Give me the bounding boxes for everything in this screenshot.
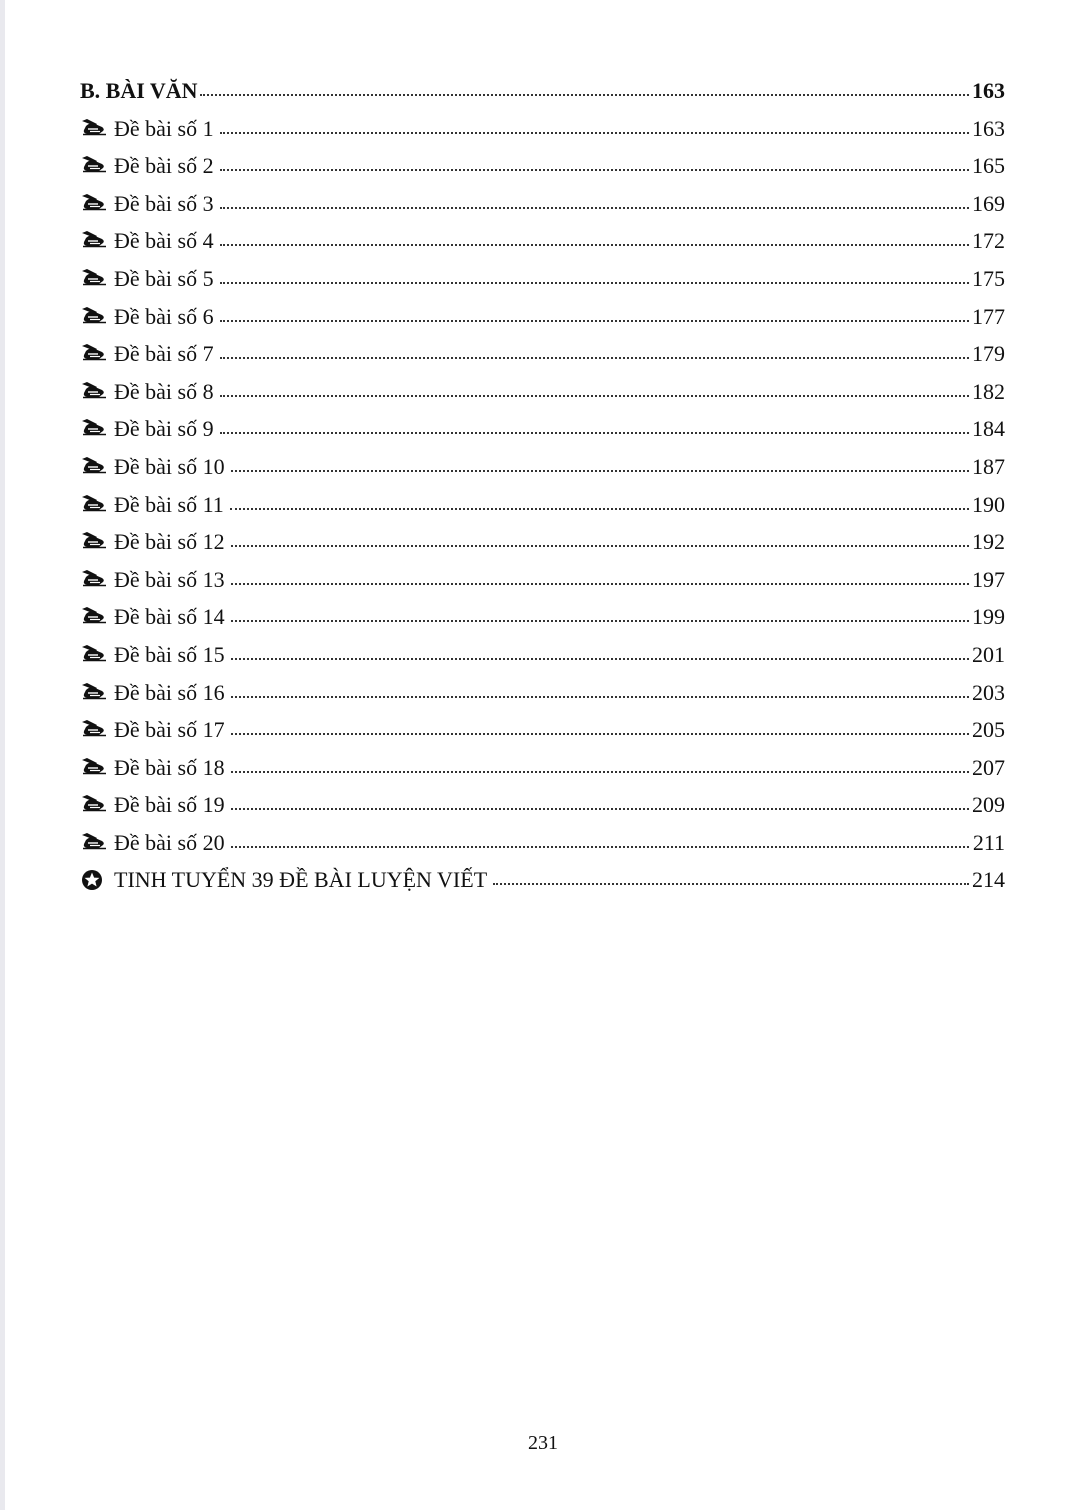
toc-entry [80, 674, 1005, 712]
toc-entry [80, 298, 1005, 336]
toc-entry-label: Đề bài số 6 [114, 303, 214, 329]
writing-hand-icon [80, 642, 114, 662]
toc-entry [80, 486, 1005, 524]
toc-entry-page: 197 [972, 566, 1005, 592]
toc-entry-label: Đề bài số 20 [114, 829, 225, 855]
toc-entry-label: Đề bài số 18 [114, 754, 225, 780]
writing-hand-icon [80, 266, 114, 286]
writing-hand-icon [80, 416, 114, 436]
toc-entry-page: 163 [972, 115, 1005, 141]
toc-entry-page: 184 [972, 416, 1005, 442]
dot-leader [220, 416, 969, 436]
writing-hand-icon [80, 792, 114, 812]
toc-entry [80, 636, 1005, 674]
writing-hand-icon [80, 755, 114, 775]
writing-hand-icon [80, 228, 114, 248]
toc-entry-label: Đề bài số 17 [114, 717, 225, 743]
dot-leader [200, 78, 969, 98]
toc-final-entry [80, 861, 1005, 899]
toc-entry [80, 448, 1005, 486]
writing-hand-icon [80, 492, 114, 512]
toc-entry-page: 203 [972, 679, 1005, 705]
toc-entry-label: Đề bài số 10 [114, 453, 225, 479]
toc-entry-label: Đề bài số 13 [114, 566, 225, 592]
writing-hand-icon [80, 454, 114, 474]
toc-entry-page: 192 [972, 529, 1005, 555]
dot-leader [231, 604, 969, 624]
toc-entry-label: Đề bài số 8 [114, 378, 214, 404]
dot-leader [220, 341, 969, 361]
dot-leader [231, 717, 969, 737]
toc-entry-page: 177 [972, 303, 1005, 329]
toc-entry-label: Đề bài số 16 [114, 679, 225, 705]
toc-entry-page: 209 [972, 792, 1005, 818]
toc-entry [80, 373, 1005, 411]
toc-entry-label: Đề bài số 9 [114, 416, 214, 442]
page-edge [0, 0, 5, 1510]
writing-hand-icon [80, 680, 114, 700]
toc-entry-label: Đề bài số 2 [114, 153, 214, 179]
toc-entry-page: 169 [972, 190, 1005, 216]
writing-hand-icon [80, 529, 114, 549]
dot-leader [493, 867, 969, 887]
writing-hand-icon [80, 116, 114, 136]
dot-leader [220, 379, 969, 399]
toc-entry [80, 749, 1005, 787]
toc-entry-page: 211 [972, 829, 1005, 855]
dot-leader [231, 529, 969, 549]
toc-entry [80, 185, 1005, 223]
toc-entry [80, 598, 1005, 636]
dot-leader [231, 792, 969, 812]
writing-hand-icon [80, 567, 114, 587]
dot-leader [231, 755, 969, 775]
toc-entry-label: Đề bài số 7 [114, 341, 214, 367]
dot-leader [231, 454, 969, 474]
toc-entry-label: Đề bài số 11 [114, 491, 224, 517]
table-of-contents [80, 72, 1005, 899]
dot-leader [220, 266, 969, 286]
toc-entry-label: Đề bài số 12 [114, 529, 225, 555]
toc-entry [80, 110, 1005, 148]
writing-hand-icon [80, 830, 114, 850]
toc-entry-page: 207 [972, 754, 1005, 780]
writing-hand-icon [80, 341, 114, 361]
toc-entries [80, 110, 1005, 862]
writing-hand-icon [80, 191, 114, 211]
toc-entry-label: Đề bài số 4 [114, 228, 214, 254]
toc-entry-label: Đề bài số 19 [114, 792, 225, 818]
dot-leader [220, 304, 969, 324]
dot-leader [220, 191, 969, 211]
dot-leader [231, 830, 969, 850]
toc-entry [80, 711, 1005, 749]
dot-leader [220, 228, 969, 248]
toc-entry [80, 786, 1005, 824]
star-circle-icon [80, 867, 114, 887]
writing-hand-icon [80, 153, 114, 173]
toc-entry [80, 410, 1005, 448]
toc-entry-page: 172 [972, 228, 1005, 254]
toc-entry-page: 182 [972, 378, 1005, 404]
toc-final-page: 214 [972, 867, 1005, 893]
toc-entry-label: Đề bài số 3 [114, 190, 214, 216]
writing-hand-icon [80, 717, 114, 737]
toc-entry-page: 187 [972, 453, 1005, 479]
writing-hand-icon [80, 604, 114, 624]
toc-entry-page: 199 [972, 604, 1005, 630]
toc-entry [80, 523, 1005, 561]
toc-entry-page: 190 [972, 491, 1005, 517]
toc-final-label: TINH TUYỂN 39 ĐỀ BÀI LUYỆN VIẾT [114, 867, 488, 893]
toc-entry [80, 824, 1005, 862]
toc-entry-label: Đề bài số 5 [114, 265, 214, 291]
toc-entry [80, 561, 1005, 599]
toc-entry-page: 165 [972, 153, 1005, 179]
toc-entry-page: 205 [972, 717, 1005, 743]
toc-heading-label: B. BÀI VĂN [80, 78, 198, 103]
toc-entry-page: 175 [972, 265, 1005, 291]
page-number: 231 [528, 1432, 558, 1454]
toc-entry [80, 147, 1005, 185]
toc-entry [80, 260, 1005, 298]
toc-entry-page: 201 [972, 641, 1005, 667]
dot-leader [231, 680, 969, 700]
dot-leader [220, 116, 969, 136]
toc-entry [80, 335, 1005, 373]
dot-leader [230, 492, 969, 512]
toc-heading [80, 72, 1005, 110]
writing-hand-icon [80, 379, 114, 399]
dot-leader [231, 642, 969, 662]
toc-entry-label: Đề bài số 14 [114, 604, 225, 630]
toc-entry-page: 179 [972, 341, 1005, 367]
dot-leader [220, 153, 969, 173]
dot-leader [231, 567, 969, 587]
toc-heading-page: 163 [972, 78, 1005, 103]
toc-entry-label: Đề bài số 15 [114, 641, 225, 667]
writing-hand-icon [80, 304, 114, 324]
toc-entry-label: Đề bài số 1 [114, 115, 214, 141]
toc-entry [80, 222, 1005, 260]
